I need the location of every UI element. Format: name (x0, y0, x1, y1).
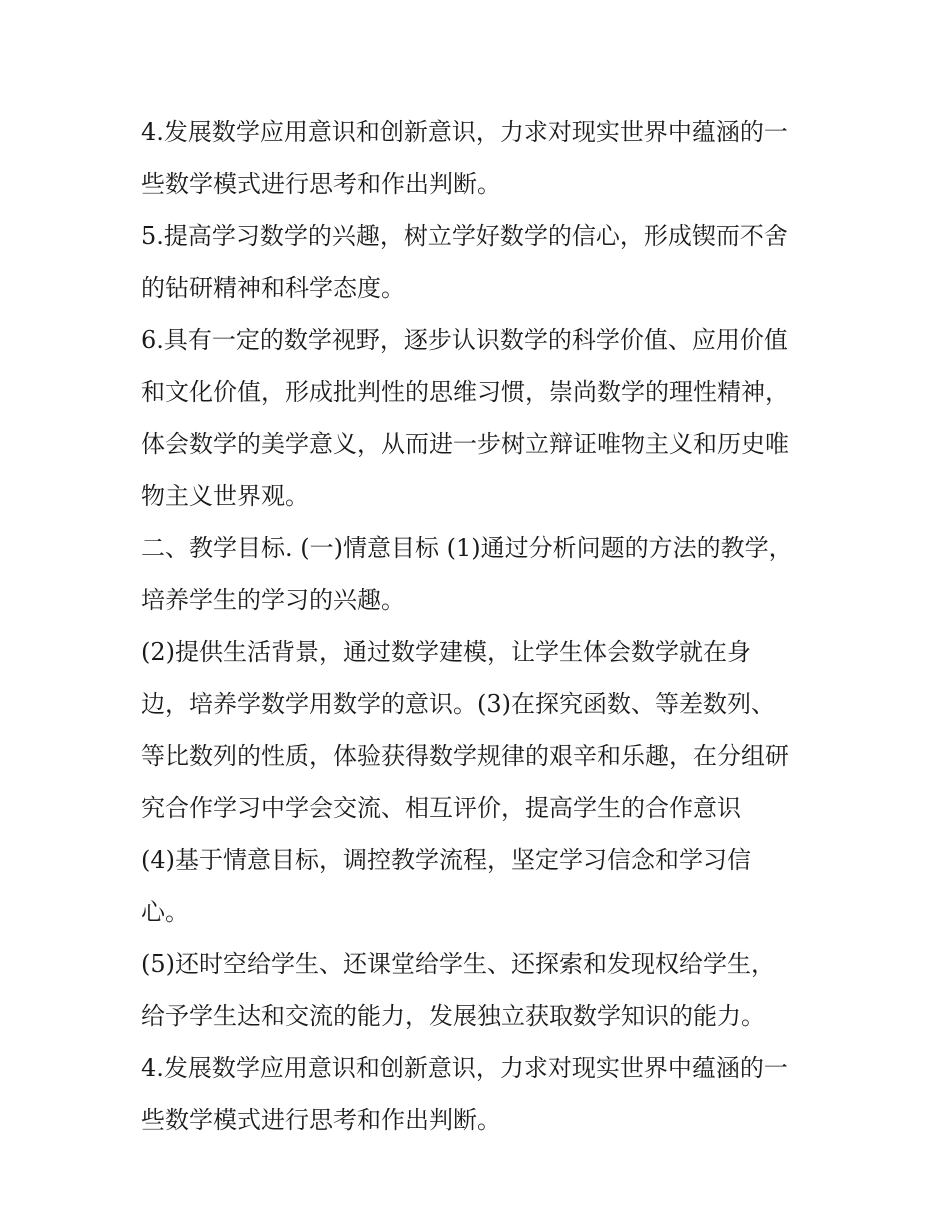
text-line: 二、教学目标. (一)情意目标 (1)通过分析问题的方法的教学， (141, 534, 793, 562)
text-line: 的钻研精神和科学态度。 (141, 274, 405, 302)
text-line: (5)还时空给学生、还课堂给学生、还探索和发现权给学生， (141, 950, 775, 978)
text-line: 物主义世界观。 (141, 482, 309, 510)
text-line: 培养学生的学习的兴趣。 (141, 586, 405, 614)
text-line: 心。 (141, 898, 189, 926)
text-line: 4.发展数学应用意识和创新意识，力求对现实世界中蕴涵的一 (141, 118, 788, 146)
text-line: 体会数学的美学意义，从而进一步树立辩证唯物主义和历史唯 (141, 430, 789, 458)
text-line: 6.具有一定的数学视野，逐步认识数学的科学价值、应用价值 (141, 326, 788, 354)
document-body (141, 106, 816, 1146)
text-line: 等比数列的性质，体验获得数学规律的艰辛和乐趣，在分组研 (141, 742, 789, 770)
text-line: 些数学模式进行思考和作出判断。 (141, 1106, 501, 1134)
text-line: 5.提高学习数学的兴趣，树立学好数学的信心，形成锲而不舍 (141, 222, 788, 250)
text-line: 边，培养学数学用数学的意识。(3)在探究函数、等差数列、 (141, 690, 775, 718)
text-line: (4)基于情意目标，调控教学流程，坚定学习信念和学习信 (141, 846, 751, 874)
text-line: 给予学生达和交流的能力，发展独立获取数学知识的能力。 (141, 1002, 765, 1030)
text-line: 些数学模式进行思考和作出判断。 (141, 170, 501, 198)
text-line: (2)提供生活背景，通过数学建模，让学生体会数学就在身 (141, 638, 751, 666)
text-line: 和文化价值，形成批判性的思维习惯，崇尚数学的理性精神， (141, 378, 789, 406)
text-line: 4.发展数学应用意识和创新意识，力求对现实世界中蕴涵的一 (141, 1054, 788, 1082)
text-line: 究合作学习中学会交流、相互评价，提高学生的合作意识 (141, 794, 741, 822)
